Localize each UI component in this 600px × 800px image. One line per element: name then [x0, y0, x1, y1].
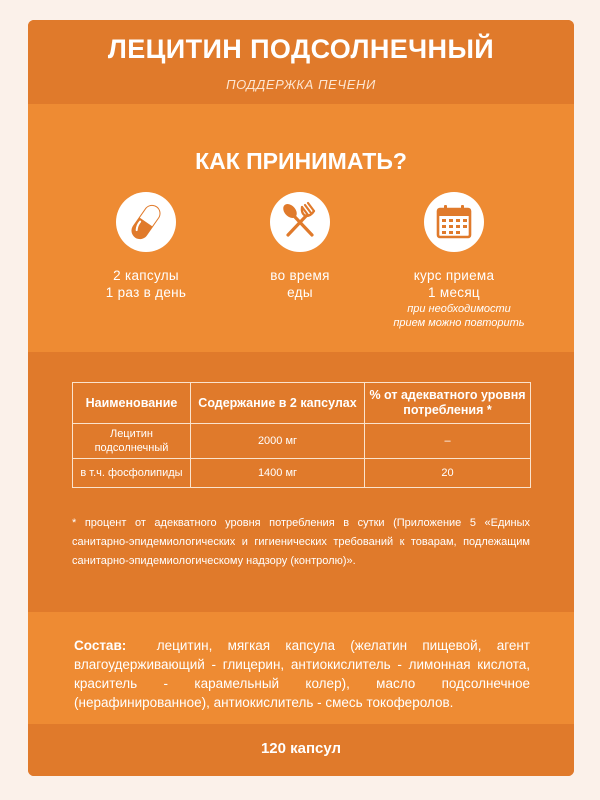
meal-label	[230, 267, 370, 301]
repeat-note-line-2: прием можно повторить	[393, 317, 525, 329]
footnote: * процент от адекватного уровня потребления в сутки (Приложение 5 «Единых санитарно-эпидемиологических и гигиенических требований к товарам, подлежащим санитарно-эпидемиологическому надзору (контролю)».	[72, 517, 530, 567]
product-card	[28, 20, 574, 776]
spoon-fork-icon	[270, 192, 330, 252]
table-cell: –	[365, 424, 531, 459]
dosage-line-2: 1 раз в день	[105, 285, 187, 300]
nutrition-table	[72, 382, 531, 488]
course-line-1: курс приема	[413, 268, 495, 283]
how-to-take-section	[28, 104, 574, 352]
how-to-take-heading: КАК ПРИНИМАТЬ?	[195, 148, 407, 174]
course-label	[384, 267, 524, 301]
column-header-percent: % от адекватного уровня потребления *	[365, 383, 531, 424]
meal-line-2: еды	[287, 285, 313, 300]
table-row	[73, 459, 531, 488]
table-cell: 2000 мг	[191, 424, 365, 459]
composition-section	[28, 612, 574, 724]
capsule-count: 120 капсул	[260, 740, 342, 757]
column-header-name: Наименование	[73, 383, 191, 424]
composition-label: Состав:	[74, 638, 127, 653]
nutrition-section	[28, 352, 574, 612]
column-header-content: Содержание в 2 капсулах	[191, 383, 365, 424]
table-header-row	[73, 383, 531, 424]
header-section	[28, 20, 574, 104]
table-cell: 1400 мг	[191, 459, 365, 488]
dosage-label	[76, 267, 216, 301]
repeat-note-line-1: при необходимости	[407, 303, 511, 315]
dosage-line-1: 2 капсулы	[113, 268, 179, 283]
composition-ingredients: лецитин, мягкая капсула (желатин пищевой, агент влагоудерживающий - глицерин, антиокислитель - лимонная кислота, краситель - карамельный колер), масло подсолнечное (нерафинированное), антиокислитель - смесь токоферолов.	[74, 638, 530, 710]
course-line-2: 1 месяц	[428, 285, 480, 300]
composition-text	[74, 636, 530, 712]
product-subtitle: ПОДДЕРЖКА ПЕЧЕНИ	[226, 77, 376, 92]
footer-section	[28, 724, 574, 776]
table-cell: 20	[365, 459, 531, 488]
table-row	[73, 424, 531, 459]
repeat-note	[366, 302, 552, 330]
table-cell: Лецитин подсолнечный	[73, 424, 191, 459]
product-title: ЛЕЦИТИН ПОДСОЛНЕЧНЫЙ	[107, 34, 495, 64]
table-cell: в т.ч. фосфолипиды	[73, 459, 191, 488]
capsule-icon	[116, 192, 176, 252]
calendar-icon	[424, 192, 484, 252]
meal-line-1: во время	[270, 268, 330, 283]
